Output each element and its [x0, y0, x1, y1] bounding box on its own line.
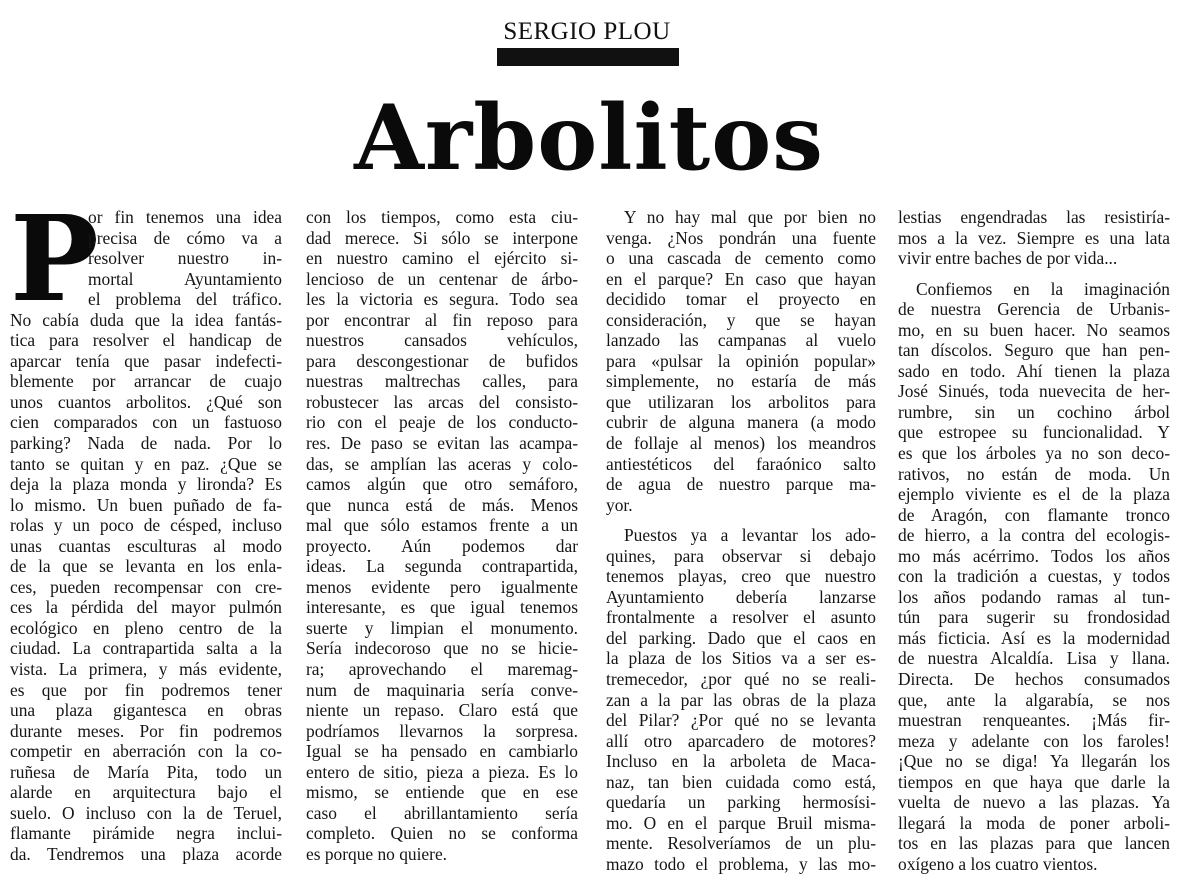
article-line: vivir entre baches de por vida... — [898, 248, 1118, 269]
article-line: para descongestionar de bufidos — [306, 350, 578, 371]
article-line: ideas. La segunda contrapartida, — [306, 556, 578, 577]
article-line: rio con el peaje de los conducto- — [306, 412, 578, 433]
article-line: num de maquinaria sería conve- — [306, 679, 578, 700]
article-line: proyecto. Aún podemos dar — [306, 535, 578, 556]
article-line: tos en las plazas para que lancen — [898, 833, 1170, 854]
article-line: ruñesa de María Pita, todo un — [10, 761, 282, 782]
article-line: frontalmente a resolver el asunto — [606, 607, 876, 628]
article-line: antiestéticos del faraónico salto — [606, 453, 876, 474]
article-line: que estropee su funcionalidad. Y — [898, 422, 1170, 443]
article-line: que utilizaran los arbolitos para — [606, 391, 876, 412]
paragraph-gap — [898, 269, 1170, 279]
article-line: más ficticia. Así es la modernidad — [898, 627, 1170, 648]
article-line: de hierro, a la contra del ecologis- — [898, 525, 1170, 546]
article-line: ces la pérdida del mayor pulmón — [10, 597, 282, 618]
article-line: mo más acérrimo. Todos los años — [898, 545, 1170, 566]
byline-bar — [497, 48, 679, 66]
article-line: del parking. Dado que el caos en — [606, 627, 876, 648]
article-line: en nuestro camino el ejército si- — [306, 248, 578, 269]
article-line: lestias engendradas las resistiría- — [898, 207, 1170, 227]
article-line: rumbre, sin un cochino árbol — [898, 401, 1170, 422]
article-line: es porque no quiere. — [306, 843, 448, 864]
headline: Arbolitos — [354, 85, 824, 191]
article-line: deja la plaza monda y lironda? Es — [10, 474, 282, 495]
article-line: res. De paso se evitan las acampa- — [306, 433, 578, 454]
article-line: tenemos playas, creo que nuestro — [606, 566, 876, 587]
article-line: cubrir de alguna manera (a modo — [606, 412, 876, 433]
article-line: ces, pueden recompensar con cre- — [10, 576, 282, 597]
article-line: oxígeno a los cuatro vientos. — [898, 853, 1098, 874]
article-line: da. Tendremos una plaza acorde — [10, 843, 282, 864]
article-line: mos a la vez. Siempre es una lata — [898, 227, 1170, 248]
article-line: los años podando ramas al tun- — [898, 586, 1170, 607]
article-line: menos evidente pero igualmente — [306, 576, 578, 597]
article-line: Sería indecoroso que no se hicie- — [306, 638, 578, 659]
article-line: con los tiempos, como esta ciu- — [306, 207, 578, 227]
article-line: nuestros cansados vehículos, — [306, 330, 578, 351]
article-line: resolver nuestro in- — [88, 248, 282, 269]
article-line: completo. Quien no se conforma — [306, 823, 578, 844]
article-line: Ayuntamiento debería lanzarse — [606, 586, 876, 607]
article-line: rativos, no están de moda. Un — [898, 463, 1170, 484]
article-line: en el parque? En caso que hayan — [606, 268, 876, 289]
article-line: o una cascada de cemento como — [606, 248, 876, 269]
article-line: competir en aberración con la co- — [10, 741, 282, 762]
article-line: lanzado las campanas al vuelo — [606, 330, 876, 351]
article-line: una plaza gigantesca en obras — [10, 700, 282, 721]
article-line: mismo, se entiende que en ese — [306, 782, 578, 803]
article-line: meza y adelante con los faroles! — [898, 730, 1170, 751]
paragraph-gap — [606, 515, 876, 525]
article-line: blemente por arrancar de cuajo — [10, 371, 282, 392]
article-line: cien comparados con un fastuoso — [10, 412, 282, 433]
article-line: mortal Ayuntamiento — [88, 268, 282, 289]
article-line: aparcar tenía que pasar indefecti- — [10, 350, 282, 371]
article-line: venga. ¿Nos pondrán una fuente — [606, 227, 876, 248]
article-line: tremecedor, ¿por qué no se reali- — [606, 669, 876, 690]
article-line: alarde en arquitectura bajo el — [10, 782, 282, 803]
article-line: de agua de nuestro parque ma- — [606, 474, 876, 495]
article-line: de la que se levanta en los enla- — [10, 556, 282, 577]
article-line: Puestos ya a levantar los ado- — [624, 525, 876, 546]
article-line: tún para sugerir su frondosidad — [898, 607, 1170, 628]
article-line: simplemente, no estaría de más — [606, 371, 876, 392]
article-line: mal que sólo estamos frente a un — [306, 515, 578, 536]
article-line: Incluso en la arboleta de Maca- — [606, 751, 876, 772]
article-line: muestran renqueantes. ¡Más fir- — [898, 710, 1170, 731]
article-line: es que por fin podremos tener — [10, 679, 282, 700]
article-line: la plaza de los Sitios va a ser es- — [606, 648, 876, 669]
article-line: consideración, y que se hayan — [606, 309, 876, 330]
article-line: suerte y limpian el monumento. — [306, 617, 578, 638]
article-line: nuestras maltrechas calles, para — [306, 371, 578, 392]
article-line: de Aragón, con flamante tronco — [898, 504, 1170, 525]
article-line: José Sinués, toda nuevecita de her- — [898, 381, 1170, 402]
article-line: das, se amplían las aceras y colo- — [306, 453, 578, 474]
article-line: ciudad. La contrapartida salta a la — [10, 638, 282, 659]
article-line: que, ante la algarabía, se nos — [898, 689, 1170, 710]
article-line: del Pilar? ¿Por qué no se levanta — [606, 710, 876, 731]
article-line: Y no hay mal que por bien no — [624, 207, 876, 227]
article-line: decidido tomar el proyecto en — [606, 289, 876, 310]
article-line: tiempos en que haya que darle la — [898, 771, 1170, 792]
article-line: zan a la par las obras de la plaza — [606, 689, 876, 710]
article-line: quedaría un parking hermosísi- — [606, 792, 876, 813]
article-column-4 — [898, 207, 1170, 875]
article-line: es que los árboles ya no son deco- — [898, 443, 1170, 464]
article-line: podríamos llevarnos la sorpresa. — [306, 720, 578, 741]
article-line: naz, tan bien cuidada como está, — [606, 771, 876, 792]
article-line: precisa de cómo va a — [88, 227, 282, 248]
article-line: camos algún que otro semáforo, — [306, 474, 578, 495]
article-line: Igual se ha pensado en cambiarlo — [306, 741, 578, 762]
article-line: ecológico en pleno centro de la — [10, 617, 282, 638]
article-line: or fin tenemos una idea — [88, 207, 282, 227]
article-line: vista. La primera, y más evidente, — [10, 659, 282, 680]
article-line: suelo. O incluso con la de Teruel, — [10, 802, 282, 823]
article-line: rolas y un poco de césped, incluso — [10, 515, 282, 536]
article-line: de nuestra Alcaldía. Lisa y llana. — [898, 648, 1170, 669]
article-line: robustecer las arcas del consisto- — [306, 391, 578, 412]
article-line: de follaje al menos) los meandros — [606, 433, 876, 454]
article-column-3 — [606, 207, 876, 875]
article-line: mo, en su buen hacer. No seamos — [898, 319, 1170, 340]
article-line: parking? Nada de nada. Por lo — [10, 433, 282, 454]
article-line: lencioso de un centenar de árbo- — [306, 268, 578, 289]
article-line: durante meses. Por fin podremos — [10, 720, 282, 741]
article-line: tanto se quitan y en paz. ¿Que se — [10, 453, 282, 474]
article-line: sado en todo. Ahí tienen la plaza — [898, 360, 1170, 381]
article-line: mente. Resolveríamos de un plu- — [606, 833, 876, 854]
article-line: mo. O en el parque Bruil misma- — [606, 812, 876, 833]
article-line: lo mismo. Un buen puñado de fa- — [10, 494, 282, 515]
article-line: dad merece. Si sólo se interpone — [306, 227, 578, 248]
article-line: yor. — [606, 494, 633, 515]
article-line: les la victoria es segura. Todo sea — [306, 289, 578, 310]
article-line: con la tradición a cuestas, y todos — [898, 566, 1170, 587]
article-line: ejemplo viviente es el de la plaza — [898, 484, 1170, 505]
article-line: Confiemos en la imaginación — [916, 278, 1170, 299]
article-line: niente un repaso. Claro está que — [306, 700, 578, 721]
article-line: vuelta de nuevo a las plazas. Ya — [898, 792, 1170, 813]
article-line: tica para resolver el handicap de — [10, 330, 282, 351]
article-line: que nunca está de más. Menos — [306, 494, 578, 515]
article-line: quines, para observar si debajo — [606, 545, 876, 566]
article-line: mazo todo el problema, y las mo- — [606, 853, 876, 874]
article-line: Directa. De hechos consumados — [898, 669, 1170, 690]
article-column-1 — [10, 189, 282, 865]
article-line: interesante, es que igual tenemos — [306, 597, 578, 618]
article-line: el problema del tráfico. — [88, 289, 282, 310]
article-line: de nuestra Gerencia de Urbanis- — [898, 299, 1170, 320]
article-line: unas cuantas esculturas al modo — [10, 535, 282, 556]
author-byline: SERGIO PLOU — [503, 18, 671, 45]
article-line: llegará la moda de poner arboli- — [898, 812, 1170, 833]
article-line: tan díscolos. Seguro que han pen- — [898, 340, 1170, 361]
drop-cap: P — [10, 189, 99, 328]
article-line: para «pulsar la opinión popular» — [606, 350, 876, 371]
article-line: flamante pirámide negra inclui- — [10, 823, 282, 844]
article-line: unos cuantos arbolitos. ¿Qué son — [10, 391, 282, 412]
article-line: allí otro aparcadero de motores? — [606, 730, 876, 751]
article-line: ¡Que no se diga! Ya llegarán los — [898, 751, 1170, 772]
article-line: ra; aprovechando el maremag- — [306, 659, 578, 680]
article-column-2 — [306, 207, 578, 865]
article-line: entero de sitio, pieza a pieza. Es lo — [306, 761, 578, 782]
article-line: caso el abrillantamiento sería — [306, 802, 578, 823]
article-line: por encontrar al fin reposo para — [306, 309, 578, 330]
article-line: No cabía duda que la idea fantás- — [10, 309, 282, 330]
